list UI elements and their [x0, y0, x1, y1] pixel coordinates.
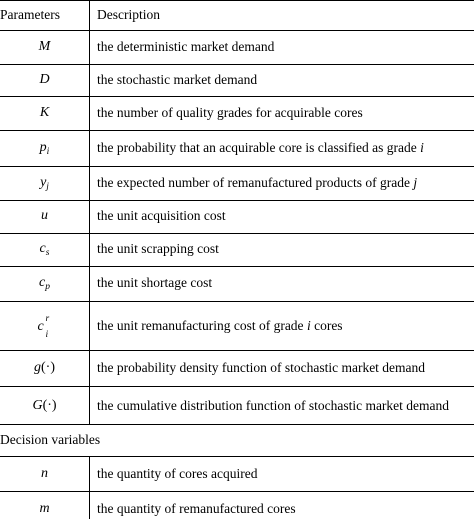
- param-description: the unit acquisition cost: [97, 208, 226, 223]
- rule-top: [0, 0, 474, 1]
- param-symbol: $y_j$: [40, 175, 49, 192]
- rule-row: [0, 233, 474, 234]
- rule-section: [0, 424, 474, 425]
- param-description: the expected number of remanufactured products of grade j: [97, 175, 418, 190]
- decision-symbol: m: [39, 501, 50, 516]
- rule-row: [0, 386, 474, 387]
- header-parameters: Parameters: [0, 7, 60, 22]
- param-symbol: $c_s$: [39, 241, 50, 258]
- param-symbol: u: [41, 208, 48, 223]
- param-symbol: G(·): [32, 398, 57, 413]
- column-divider: [89, 0, 90, 424]
- param-description: the unit shortage cost: [97, 275, 213, 290]
- rule-row: [0, 166, 474, 167]
- rule-row: [0, 130, 474, 131]
- decision-description: the quantity of cores acquired: [97, 466, 258, 481]
- param-description: the unit remanufacturing cost of grade i cores: [97, 318, 343, 333]
- param-description: the deterministic market demand: [97, 39, 275, 54]
- param-description: the unit scrapping cost: [97, 241, 219, 256]
- rule-row: [0, 491, 474, 492]
- param-symbol: g(·): [34, 360, 55, 375]
- section-heading-decision-variables: Decision variables: [0, 432, 101, 447]
- rule-row: [0, 64, 474, 65]
- param-description: the stochastic market demand: [97, 72, 258, 87]
- decision-description: the quantity of remanufactured cores: [97, 501, 296, 516]
- rule-row: [0, 266, 474, 267]
- rule-row: [0, 301, 474, 302]
- column-divider: [89, 456, 90, 519]
- param-symbol: M: [38, 39, 51, 54]
- rule-header: [0, 30, 474, 31]
- rule-row: [0, 96, 474, 97]
- rule-section: [0, 456, 474, 457]
- header-description: Description: [97, 7, 160, 22]
- param-symbol: $p_i$: [39, 140, 50, 157]
- param-description: the probability density function of stochastic market demand: [97, 360, 426, 375]
- param-symbol: c r i: [37, 314, 50, 340]
- param-description: the probability that an acquirable core is classified as grade i: [97, 140, 424, 155]
- param-symbol: K: [39, 105, 50, 120]
- rule-row: [0, 200, 474, 201]
- decision-symbol: n: [41, 466, 48, 481]
- param-symbol: D: [39, 72, 50, 87]
- param-description: the number of quality grades for acquirable cores: [97, 105, 363, 120]
- param-symbol: $c_p$: [39, 275, 50, 292]
- param-description: the cumulative distribution function of stochastic market demand: [97, 398, 450, 413]
- rule-row: [0, 350, 474, 351]
